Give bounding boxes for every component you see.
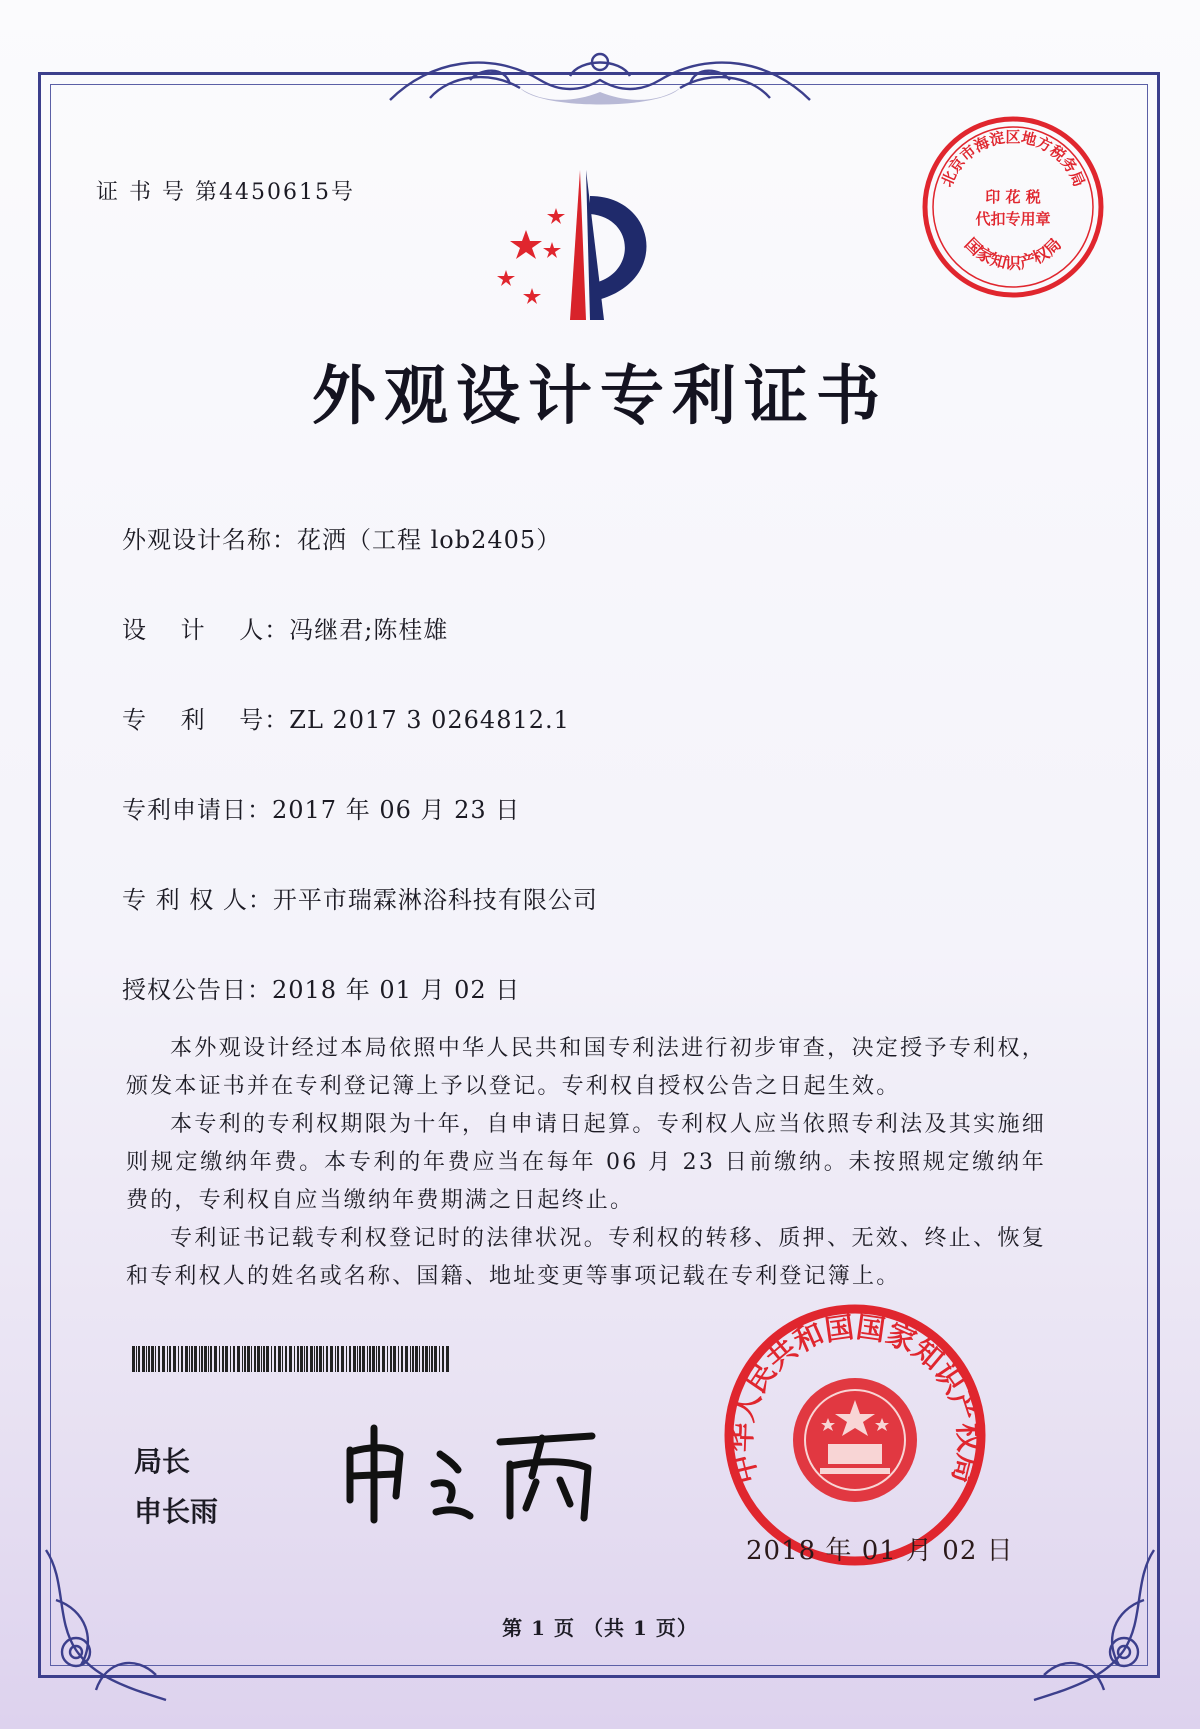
barcode-bar	[412, 1346, 414, 1372]
barcode-bar	[316, 1346, 318, 1372]
barcode-bar	[189, 1346, 190, 1372]
barcode-bar	[222, 1346, 224, 1372]
body-paragraph: 本外观设计经过本局依照中华人民共和国专利法进行初步审查，决定授予专利权，颁发本证书并在专利登记簿上予以登记。专利权自授权公告之日起生效。	[126, 1036, 1046, 1099]
certificate-number	[96, 175, 355, 206]
certificate-number-value: 4450615	[218, 180, 331, 205]
barcode-bar	[367, 1346, 368, 1372]
barcode-bar	[254, 1346, 256, 1372]
handwritten-signature-icon	[330, 1420, 620, 1530]
barcode-bar	[405, 1346, 408, 1372]
field-value: 开平市瑞霖淋浴科技有限公司	[272, 886, 598, 914]
barcode-bar	[257, 1346, 260, 1372]
barcode-bar	[210, 1346, 212, 1372]
barcode-bar	[201, 1346, 203, 1372]
barcode-bar	[244, 1346, 246, 1372]
field-label: 外观设计名称：	[122, 526, 297, 554]
office-seal-text: 中华人民共和国国家知识产权局	[723, 1309, 987, 1488]
barcode-bar	[251, 1346, 252, 1372]
barcode-bar	[237, 1346, 240, 1372]
svg-text:印 花 税: 印 花 税	[985, 188, 1041, 206]
barcode-bar	[346, 1346, 347, 1372]
barcode-bar	[181, 1346, 183, 1372]
barcode-bar	[162, 1346, 165, 1372]
field-label: 专 利 权 人：	[122, 886, 273, 914]
field-label: 专利申请日：	[122, 796, 272, 824]
patent-office-emblem-icon	[486, 170, 686, 340]
barcode-bar	[199, 1346, 200, 1372]
tax-seal-stamp-icon	[918, 112, 1108, 302]
field-designer	[122, 610, 448, 645]
barcode-bar	[372, 1346, 375, 1372]
barcode-bar	[297, 1346, 299, 1372]
barcode-bar	[151, 1346, 154, 1372]
barcode-bar	[442, 1346, 444, 1372]
barcode-bar	[378, 1346, 380, 1372]
barcode-bar	[446, 1346, 449, 1372]
barcode-bar	[349, 1346, 351, 1372]
barcode-bar	[242, 1346, 243, 1372]
barcode-bar	[382, 1346, 385, 1372]
barcode-bar	[425, 1346, 428, 1372]
barcode-bar	[390, 1346, 392, 1372]
barcode-icon	[132, 1346, 452, 1372]
field-value: 花洒（工程 lob2405）	[297, 526, 562, 554]
field-value: 2017 年 06 月 23 日	[272, 796, 521, 824]
barcode-bar	[300, 1346, 303, 1372]
barcode-bar	[376, 1346, 377, 1372]
certificate-title: 外观设计专利证书	[312, 359, 888, 434]
barcode-bar	[247, 1346, 250, 1372]
barcode-bar	[359, 1346, 361, 1372]
barcode-bar	[419, 1346, 420, 1372]
body-paragraph: 专利证书记载专利权登记时的法律状况。专利权的转移、质押、无效、终止、恢复和专利权人的姓名或名称、国籍、地址变更等事项记载在专利登记簿上。	[126, 1226, 1046, 1289]
barcode-bar	[138, 1346, 140, 1372]
barcode-bar	[387, 1346, 388, 1372]
certificate-number-suffix: 号	[330, 180, 355, 205]
barcode-bar	[434, 1346, 437, 1372]
director-title: 局长	[134, 1445, 191, 1478]
director-name: 申长雨	[134, 1495, 219, 1528]
field-value: 2018 年 01 月 02 日	[272, 976, 521, 1004]
barcode-bar	[274, 1346, 276, 1372]
barcode-bar	[158, 1346, 160, 1372]
barcode-bar	[319, 1346, 322, 1372]
tax-seal-top-text: 北京市海淀区地方税务局	[937, 128, 1089, 190]
barcode-bar	[326, 1346, 328, 1372]
barcode-bar	[191, 1346, 193, 1372]
barcode-bar	[314, 1346, 315, 1372]
barcode-bar	[261, 1346, 262, 1372]
body-paragraph: 本专利的专利权期限为十年，自申请日起算。专利权人应当依照专利法及其实施细则规定缴纳年费。本专利的年费应当在每年 06 月 23 日前缴纳。未按照规定缴纳年费的，专利权自应当缴纳年费期满之日起终止。	[126, 1112, 1046, 1213]
barcode-bar	[353, 1346, 356, 1372]
barcode-bar	[294, 1346, 295, 1372]
barcode-bar	[233, 1346, 235, 1372]
barcode-bar	[225, 1346, 228, 1372]
barcode-bar	[362, 1346, 365, 1372]
barcode-bar	[304, 1346, 305, 1372]
barcode-bar	[306, 1346, 308, 1372]
barcode-bar	[337, 1346, 339, 1372]
barcode-bar	[393, 1346, 396, 1372]
svg-text:国家知识产权局: 国家知识产权局	[961, 234, 1065, 273]
page-number: 第 1 页 （共 1 页）	[502, 1616, 698, 1640]
barcode-bar	[167, 1346, 168, 1372]
barcode-bar	[266, 1346, 269, 1372]
barcode-bar	[136, 1346, 137, 1372]
barcode-bar	[369, 1346, 371, 1372]
barcode-bar	[289, 1346, 292, 1372]
barcode-bar	[415, 1346, 418, 1372]
field-patentee	[122, 880, 598, 915]
field-label: 设 计 人：	[122, 616, 290, 644]
field-label: 授权公告日：	[122, 976, 272, 1004]
barcode-bar	[323, 1346, 324, 1372]
field-label: 专 利 号：	[122, 706, 290, 734]
top-ornament-icon	[370, 40, 830, 120]
barcode-bar	[208, 1346, 209, 1372]
barcode-bar	[219, 1346, 220, 1372]
certificate-number-label: 证 书 号 第	[96, 180, 219, 205]
seal-date: 2018 年 01 月 02 日	[746, 1536, 1014, 1566]
barcode-bar	[142, 1346, 145, 1372]
field-value: ZL 2017 3 0264812.1	[289, 706, 570, 734]
barcode-bar	[271, 1346, 272, 1372]
barcode-bar	[194, 1346, 197, 1372]
field-application-date	[122, 790, 520, 825]
barcode-bar	[398, 1346, 399, 1372]
barcode-bar	[422, 1346, 424, 1372]
barcode-bar	[155, 1346, 156, 1372]
barcode-bar	[146, 1346, 147, 1372]
barcode-bar	[335, 1346, 336, 1372]
barcode-bar	[278, 1346, 281, 1372]
barcode-bar	[357, 1346, 358, 1372]
barcode-bar	[263, 1346, 265, 1372]
field-patent-number	[122, 700, 570, 735]
barcode-bar	[341, 1346, 344, 1372]
barcode-bar	[132, 1346, 135, 1372]
barcode-bar	[410, 1346, 411, 1372]
barcode-bar	[439, 1346, 440, 1372]
field-grant-date	[122, 970, 520, 1005]
barcode-bar	[330, 1346, 333, 1372]
barcode-bar	[429, 1346, 430, 1372]
barcode-bar	[285, 1346, 287, 1372]
barcode-bar	[148, 1346, 150, 1372]
barcode-bar	[173, 1346, 176, 1372]
barcode-bar	[169, 1346, 171, 1372]
barcode-bar	[230, 1346, 231, 1372]
barcode-bar	[185, 1346, 188, 1372]
barcode-bar	[214, 1346, 217, 1372]
certificate-body	[126, 1030, 1046, 1296]
barcode-bar	[401, 1346, 403, 1372]
barcode-bar	[178, 1346, 179, 1372]
barcode-bar	[431, 1346, 433, 1372]
svg-text:代扣专用章: 代扣专用章	[975, 210, 1051, 228]
barcode-bar	[310, 1346, 313, 1372]
field-design-name	[122, 520, 561, 555]
field-value: 冯继君;陈桂雄	[289, 616, 449, 644]
barcode-bar	[204, 1346, 207, 1372]
barcode-bar	[282, 1346, 283, 1372]
